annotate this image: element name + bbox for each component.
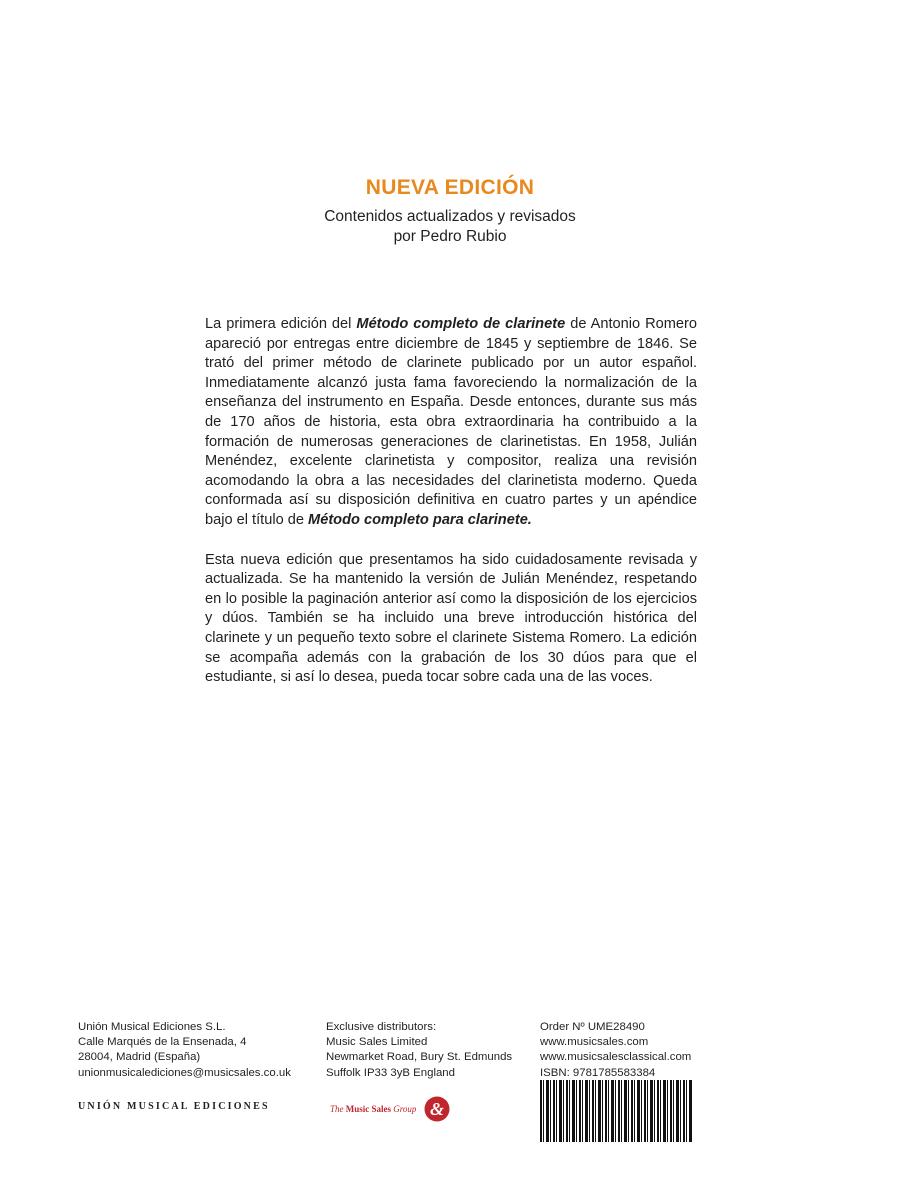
svg-text:&: & <box>430 1099 445 1119</box>
publisher-city: 28004, Madrid (España) <box>78 1051 201 1064</box>
revised-title-emphasis: Método completo para clarinete. <box>308 511 532 528</box>
paragraph-2: Esta nueva edición que presentamos ha sido cuidadosamente revisada y actualizada. Se ha mantenido la versión de Julián Menéndez, respetando en lo posible la paginación anterior así como la disposición de los ejercicios y dúos. También se ha incluido una breve introducción histórica del clarinete y un pequeño texto sobre el clarinete Sistema Romero. La edición se acompaña además con la grabación de los 30 dúos para que el estudiante, si así lo desea, pueda tocar sobre cada una de las voces. <box>205 551 697 686</box>
subtitle <box>0 207 900 247</box>
website-1: www.musicsales.com <box>540 1036 649 1049</box>
page-title: NUEVA EDICIÓN <box>365 176 535 199</box>
distributor-block <box>326 1020 512 1081</box>
description-body <box>205 315 697 708</box>
publisher-email: unionmusicalediciones@musicsales.co.uk <box>78 1066 291 1079</box>
distributor-label: Exclusive distributors: <box>326 1021 437 1033</box>
music-sales-logo <box>330 1096 450 1122</box>
isbn: ISBN: 9781785583384 <box>540 1066 656 1079</box>
book-title-emphasis: Método completo de clarinete <box>356 316 566 332</box>
order-number: Order Nº UME28490 <box>540 1021 645 1033</box>
subtitle-line-2: por Pedro Rubio <box>393 228 507 245</box>
distributor-name: Music Sales Limited <box>326 1036 428 1049</box>
distributor-street: Newmarket Road, Bury St. Edmunds <box>326 1051 513 1064</box>
subtitle-line-1: Contenidos actualizados y revisados <box>324 208 576 225</box>
logo-suffix: Group <box>393 1104 417 1114</box>
paragraph-1-text-a: La primera edición del <box>205 316 357 332</box>
publisher-street: Calle Marqués de la Ensenada, 4 <box>78 1036 247 1049</box>
paragraph-1 <box>205 315 697 531</box>
website-2: www.musicsalesclassical.com <box>540 1051 692 1064</box>
publisher-name: Unión Musical Ediciones S.L. <box>78 1021 226 1033</box>
isbn-barcode <box>540 1080 692 1142</box>
publisher-block <box>78 1020 291 1081</box>
order-block <box>540 1020 691 1081</box>
paragraph-1-text-b: de Antonio Romero apareció por entregas entre diciembre de 1845 y septiembre de 1846. Se trató del primer método de clarinete publicado por un autor español. Inmediatamente alcanzó justa fama favoreciendo la normalización de la enseñanza del instrumento en España. Desde entonces, durante sus más de 170 años de historia, esta obra extraordinaria ha contribuido a la formación de numerosas generaciones de clarinetistas. En 1958, Julián Menéndez, excelente clarinetista y compositor, realiza una revisión acomodando la obra a las necesidades del clarinetista moderno. Queda conformada así su disposición definitiva en cuatro partes y un apéndice bajo el título de <box>205 316 698 528</box>
music-sales-ampersand-icon <box>424 1096 450 1122</box>
music-sales-logo-text <box>330 1104 416 1114</box>
logo-name: Music Sales <box>345 1104 392 1114</box>
union-musical-logo: UNIÓN MUSICAL EDICIONES <box>78 1101 270 1112</box>
logo-prefix: The <box>330 1104 344 1114</box>
distributor-region: Suffolk IP33 3yB England <box>326 1066 455 1079</box>
